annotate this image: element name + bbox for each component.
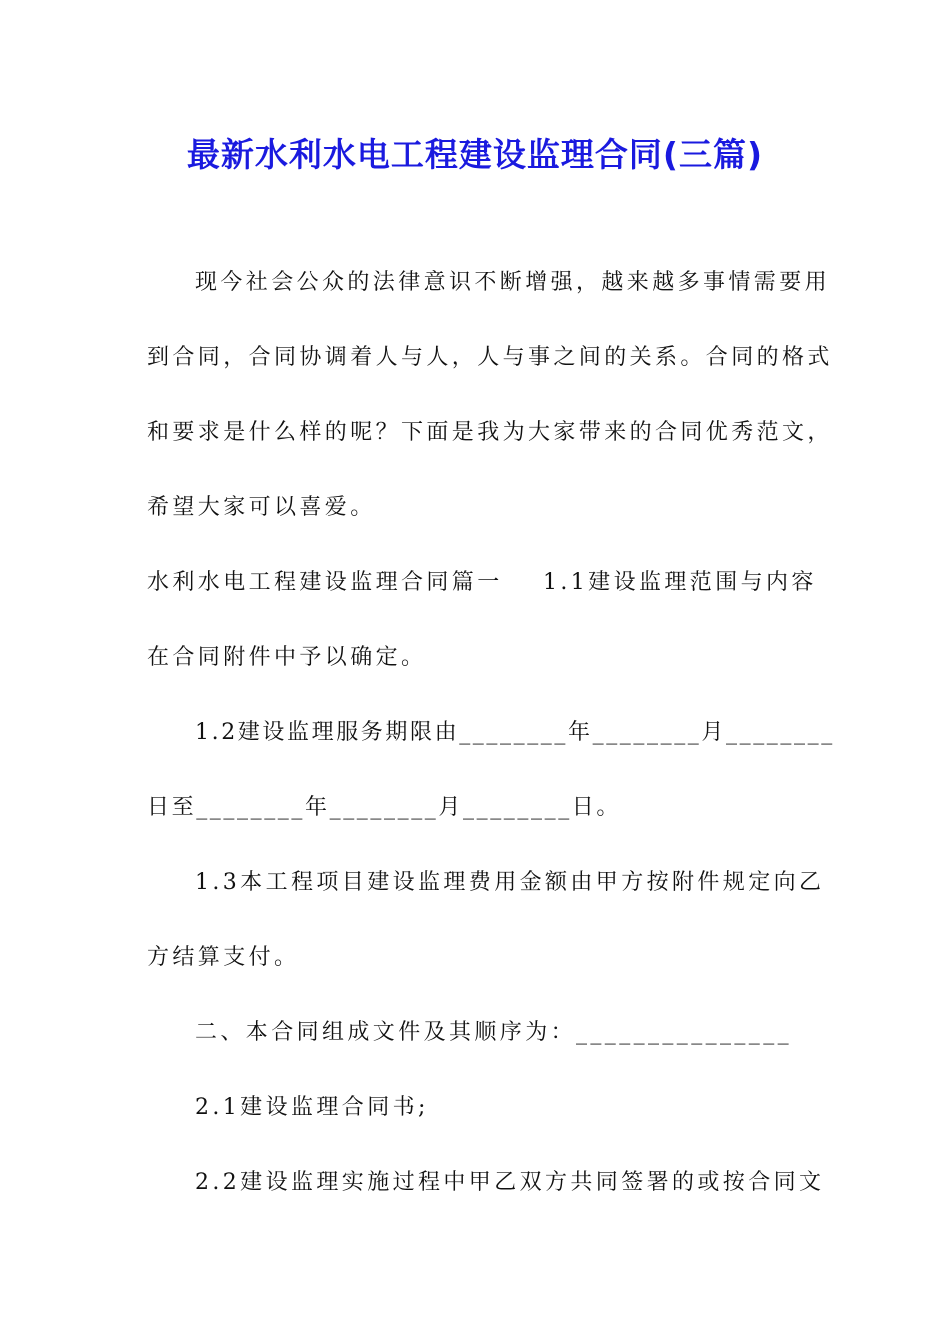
clause-1-1-cont: 在合同附件中予以确定。	[147, 645, 427, 670]
section-heading: 水利水电工程建设监理合同篇一	[147, 570, 503, 595]
document-title: 最新水利水电工程建设监理合同(三篇)	[186, 135, 764, 174]
clause-2-1: 2.1建设监理合同书;	[195, 1095, 429, 1120]
intro-line-2: 到合同，合同协调着人与人，人与事之间的关系。合同的格式	[147, 345, 833, 370]
intro-line-4: 希望大家可以喜爱。	[147, 495, 376, 520]
clause-1-2: 1.2建设监理服务期限由________年________月________	[195, 720, 835, 745]
clause-1-3: 1.3本工程项目建设监理费用金额由甲方按附件规定向乙	[195, 870, 825, 895]
clause-1-3-cont: 方结算支付。	[147, 945, 300, 970]
clause-1-2-cont: 日至________年________月________日。	[147, 795, 622, 820]
intro-line-1: 现今社会公众的法律意识不断增强，越来越多事情需要用	[195, 270, 831, 295]
intro-line-3: 和要求是什么样的呢？下面是我为大家带来的合同优秀范文，	[147, 420, 833, 445]
clause-2: 二、本合同组成文件及其顺序为：_______________	[195, 1020, 793, 1045]
clause-2-2: 2.2建设监理实施过程中甲乙双方共同签署的或按合同文	[195, 1170, 825, 1195]
clause-1-1: 1.1建设监理范围与内容	[543, 570, 817, 595]
